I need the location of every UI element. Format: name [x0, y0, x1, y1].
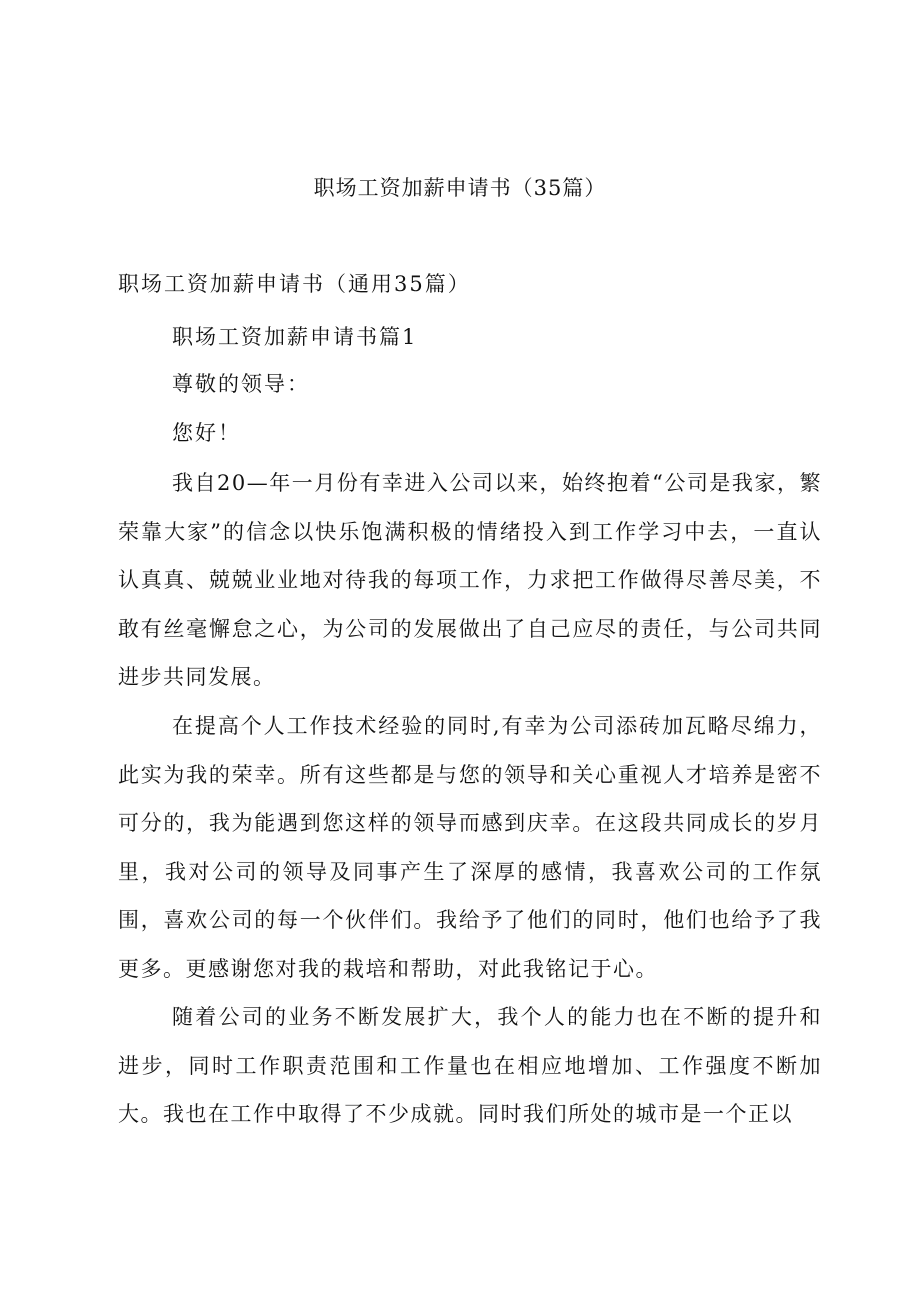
paragraph-1: 我自20—年一月份有幸进入公司以来，始终抱着“公司是我家，繁荣靠大家”的信念以快乐饱满积极的情绪投入到工作学习中去，一直认认真真、兢兢业业地对待我的每项工作，力求把工作做得尽善尽美，不敢有丝毫懈怠之心，为公司的发展做出了自己应尽的责任，与公司共同进步共同发展。	[118, 471, 822, 689]
salutation: 尊敬的领导：	[172, 372, 310, 396]
paragraph-2: 在提高个人工作技术经验的同时,有幸为公司添砖加瓦略尽绵力，此实为我的荣幸。所有这些都是与您的领导和关心重视人才培养是密不可分的，我为能遇到您这样的领导而感到庆幸。在这段共同成长的岁月里，我对公司的领导及同事产生了深厚的感情，我喜欢公司的工作氛围，喜欢公司的每一个伙伴们。我给予了他们的同时，他们也给予了我更多。更感谢您对我的栽培和帮助，对此我铭记于心。	[118, 714, 822, 981]
document-subtitle: 职场工资加薪申请书（通用35篇）	[118, 272, 471, 296]
document-title: 职场工资加薪申请书（35篇）	[313, 176, 607, 200]
paragraph-3: 随着公司的业务不断发展扩大，我个人的能力也在不断的提升和进步，同时工作职责范围和工作量也在相应地增加、工作强度不断加大。我也在工作中取得了不少成就。同时我们所处的城市是一个正以	[118, 1005, 822, 1126]
section-heading: 职场工资加薪申请书篇1	[172, 325, 418, 349]
greeting: 您好！	[172, 421, 241, 445]
